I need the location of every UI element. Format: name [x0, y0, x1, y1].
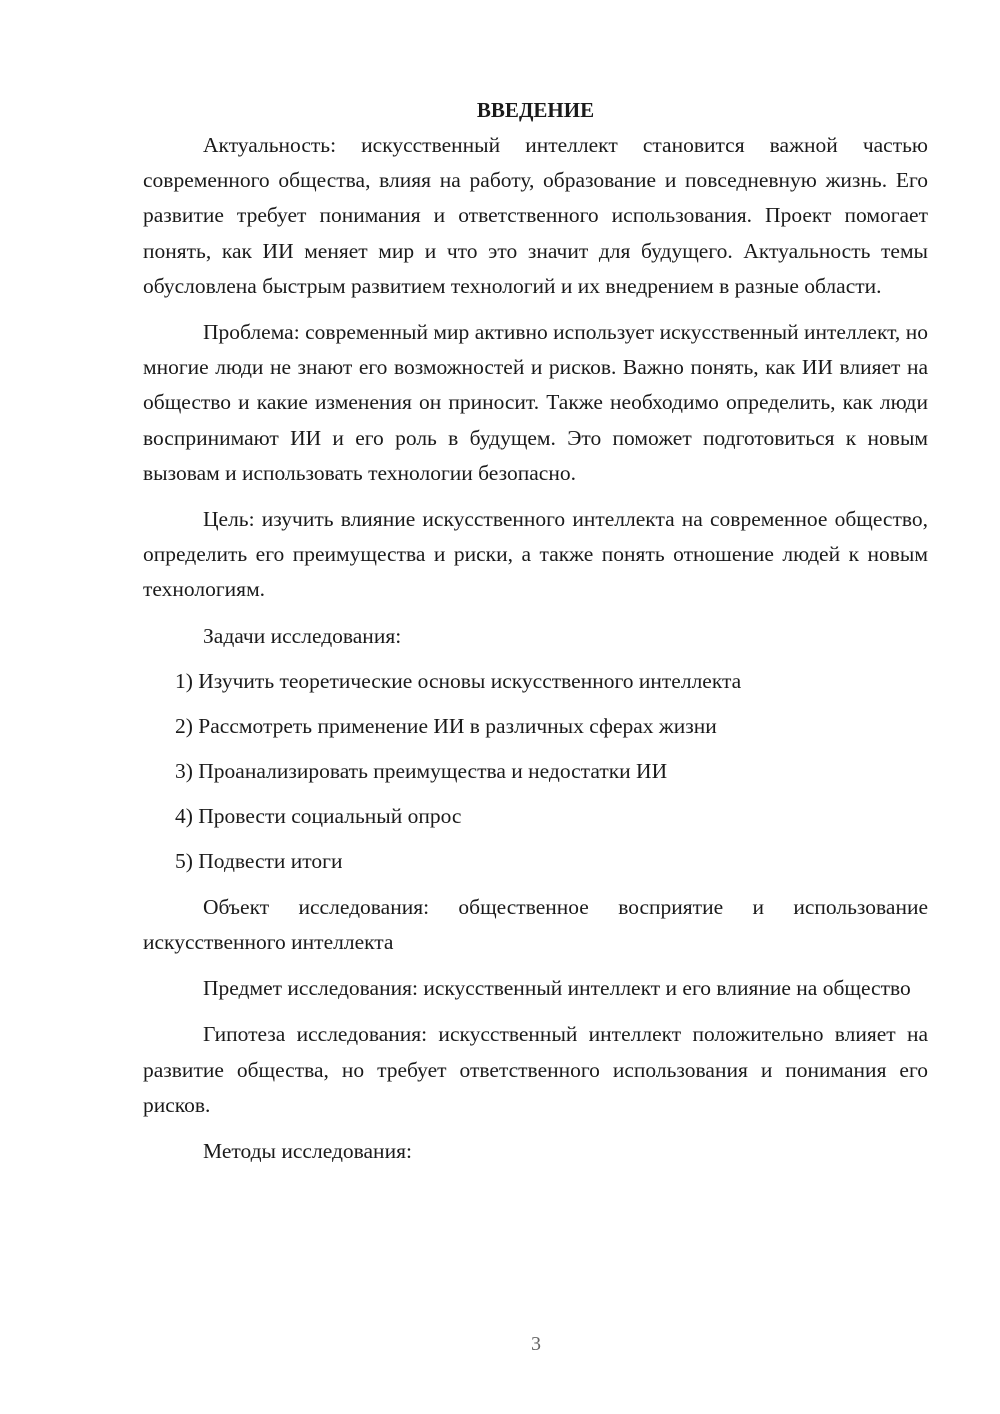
- task-list-item: 5) Подвести итоги: [175, 848, 343, 873]
- goal-paragraph: Цель: изучить влияние искусственного интеллекта на современное общество, определить его преимущества и риски, а также понять отношение людей к новым технологиям.: [143, 507, 928, 602]
- tasks-title: Задачи исследования:: [203, 623, 402, 648]
- problem-paragraph: Проблема: современный мир активно использует искусственный интеллект, но многие люди не знают его возможностей и рисков. Важно понять, как ИИ влияет на общество и какие изменения он приносит. Также необходимо определить, как люди воспринимают ИИ и его роль в будущем. Это поможет подготовиться к новым вызовам и использовать технологии безопасно.: [143, 320, 928, 485]
- relevance-paragraph: Актуальность: искусственный интеллект становится важной частью современного общества, влияя на работу, образование и повседневную жизнь. Его развитие требует понимания и ответственного использования. Проект помогает понять, как ИИ меняет мир и что это значит для будущего. Актуальность темы обусловлена быстрым развитием технологий и их внедрением в разные области.: [143, 133, 928, 298]
- page-number: 3: [531, 1333, 541, 1355]
- hypothesis-paragraph: Гипотеза исследования: искусственный интеллект положительно влияет на развитие общества, но требует ответственного использования и понимания его рисков.: [143, 1022, 928, 1117]
- object-paragraph: Объект исследования: общественное восприятие и использование искусственного интеллекта: [143, 894, 928, 955]
- section-heading: ВВЕДЕНИЕ: [476, 98, 595, 122]
- task-list-item: 1) Изучить теоретические основы искусственного интеллекта: [175, 668, 742, 693]
- subject-paragraph: Предмет исследования: искусственный интеллект и его влияние на общество: [203, 976, 911, 1001]
- methods-title: Методы исследования:: [203, 1139, 412, 1164]
- task-list-item: 4) Провести социальный опрос: [175, 803, 462, 828]
- document-body: [143, 93, 928, 1169]
- task-list-item: 2) Рассмотреть применение ИИ в различных сферах жизни: [175, 713, 717, 738]
- task-list-item: 3) Проанализировать преимущества и недостатки ИИ: [175, 758, 668, 783]
